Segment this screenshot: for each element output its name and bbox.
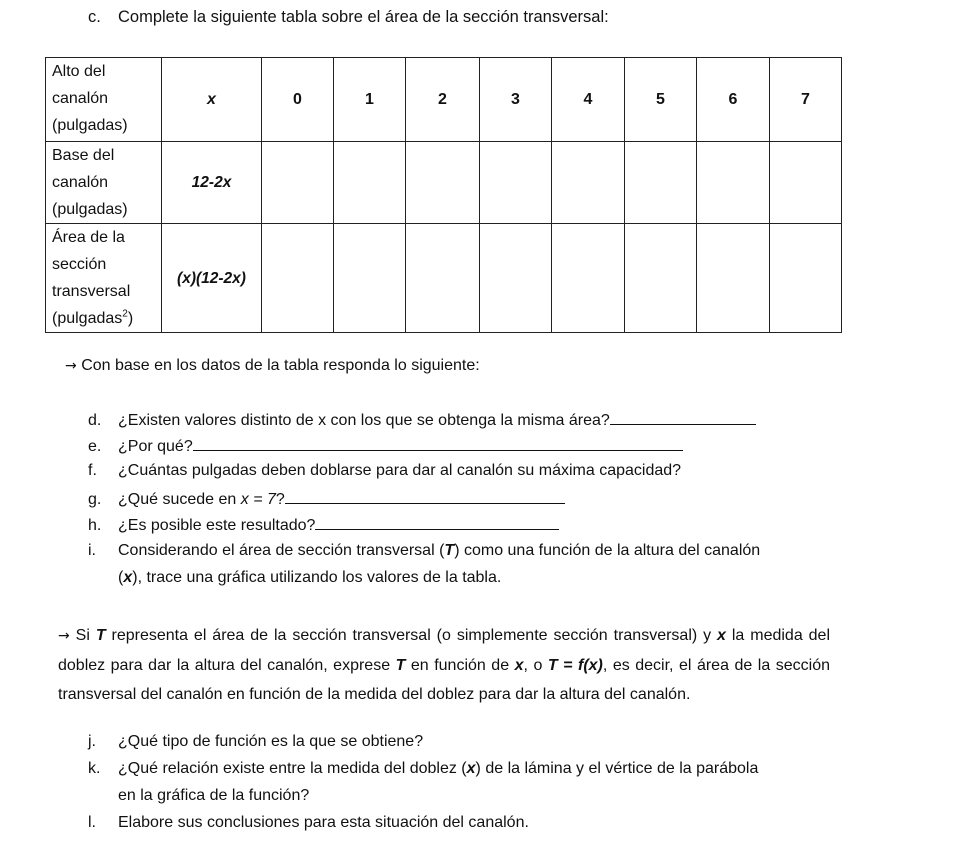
section-c-label: c. [88,8,101,26]
answer-blank[interactable] [315,515,559,530]
formula-area: (x)(12-2x) [162,224,262,333]
empty-cell[interactable] [697,142,770,224]
instruction-line [65,357,480,375]
x-value-cell: 0 [262,58,334,142]
row-header-height: Alto del canalón (pulgadas) [46,58,162,142]
question-g: g. ¿Qué sucede en x = 7? [88,489,565,509]
row-header-area: Área de la sección transversal (pulgadas$^2$) [46,224,162,333]
answer-blank[interactable] [610,410,756,425]
empty-cell[interactable] [770,142,842,224]
answer-blank[interactable] [193,436,683,451]
question-l: l. Elabore sus conclusiones para esta situación del canalón. [88,814,529,831]
x-value-cell: 5 [625,58,697,142]
empty-cell[interactable] [334,142,406,224]
instruction-text: Con base en los datos de la tabla responda lo siguiente: [81,357,480,374]
x-value-cell: 7 [770,58,842,142]
empty-cell[interactable] [480,142,552,224]
question-i-continued: (x), trace una gráfica utilizando los valores de la tabla. [118,569,502,586]
formula-base: 12-2x [162,142,262,224]
empty-cell[interactable] [770,224,842,333]
question-d: d. ¿Existen valores distinto de x con los que se obtenga la misma área? [88,410,756,430]
answer-blank[interactable] [285,489,565,504]
x-value-cell: 1 [334,58,406,142]
table-row-base [46,142,842,224]
function-paragraph: → Si T representa el área de la sección transversal (o simplemente sección transversal) y x la medida del doblez para dar la altura del canalón, exprese T en función de x, o T = f(x), es decir, el área de la sección transversal del canalón en función de la medida del doblez para dar la altura del canalón. [58,627,831,703]
empty-cell[interactable] [406,224,480,333]
question-k-continued: en la gráfica de la función? [118,787,310,804]
row-header-base: Base del canalón (pulgadas) [46,142,162,224]
x-value-cell: 6 [697,58,770,142]
cross-section-table [45,57,842,333]
x-value-cell: 4 [552,58,625,142]
question-e: e. ¿Por qué? [88,436,683,456]
table-row-area [46,224,842,333]
empty-cell[interactable] [262,142,334,224]
empty-cell[interactable] [697,224,770,333]
empty-cell[interactable] [334,224,406,333]
question-f: f. ¿Cuántas pulgadas deben doblarse para dar al canalón su máxima capacidad? [88,462,682,479]
question-j: j. ¿Qué tipo de función es la que se obtiene? [88,733,424,750]
section-c-text: Complete la siguiente tabla sobre el área de la sección transversal: [118,8,609,26]
empty-cell[interactable] [625,142,697,224]
empty-cell[interactable] [480,224,552,333]
empty-cell[interactable] [552,142,625,224]
section-c-heading [88,8,609,27]
question-k: k. ¿Qué relación existe entre la medida del doblez (x) de la lámina y el vértice de la parábola [88,760,759,777]
question-h: h. ¿Es posible este resultado? [88,515,559,535]
empty-cell[interactable] [262,224,334,333]
empty-cell[interactable] [625,224,697,333]
formula-x: x [162,58,262,142]
x-value-cell: 3 [480,58,552,142]
empty-cell[interactable] [552,224,625,333]
empty-cell[interactable] [406,142,480,224]
arrow-icon: → [58,628,70,644]
arrow-icon: → [65,358,77,374]
table-row-height [46,58,842,142]
question-i: i. Considerando el área de sección transversal (T) como una función de la altura del canalón [88,542,761,559]
x-value-cell: 2 [406,58,480,142]
